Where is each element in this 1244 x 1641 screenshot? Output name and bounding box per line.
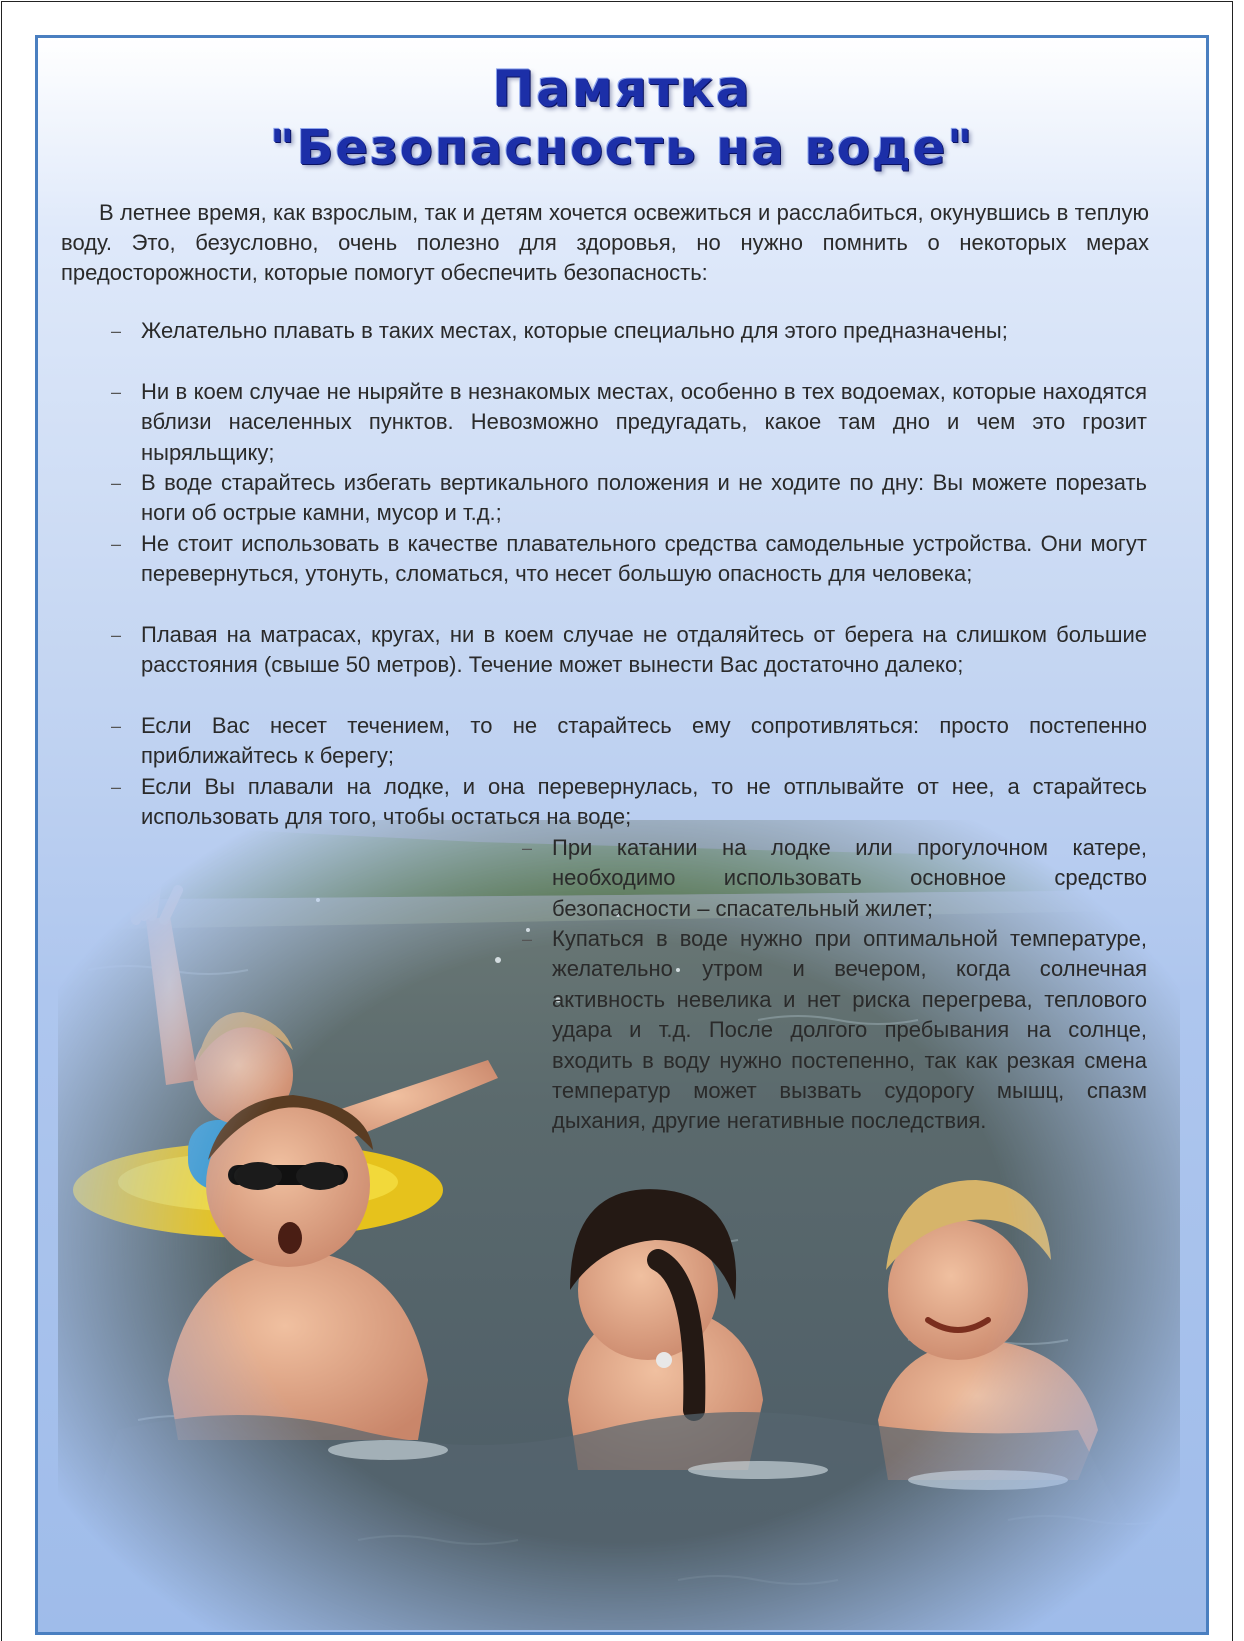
bullet-dash: – (111, 534, 122, 554)
list-item (111, 620, 1147, 681)
safety-poster (35, 35, 1209, 1635)
bullet-dash: – (522, 929, 533, 949)
rule-text: Купаться в воде нужно при оптимальной температуре, желательно утром и вечером, когда солнечная активность невелика и нет риска перегрева, теплового удара и т.д. После долгого пребывания на солнце, входить в воду нужно постепенно, так как резкая смена температур может вызвать судорогу мышц, спазм дыхания, другие негативные последствия. (552, 926, 1147, 1134)
list-item (111, 377, 1147, 468)
bullet-dash: – (111, 382, 122, 402)
rule-text: В воде старайтесь избегать вертикального положения и не ходите по дну: Вы можете порезать ноги об острые камни, мусор и т.д.; (141, 470, 1147, 526)
rule-text: Желательно плавать в таких местах, которые специально для этого предназначены; (141, 318, 1008, 343)
bullet-dash: – (522, 838, 533, 858)
list-item (111, 468, 1147, 529)
list-item (522, 924, 1147, 1137)
bullet-dash: – (111, 321, 122, 341)
poster-title: Памятка (492, 60, 752, 118)
rule-text: При катании на лодке или прогулочном катере, необходимо использовать основное средство безопасности – спасательный жилет; (552, 835, 1147, 921)
list-item (522, 833, 1147, 924)
bullet-dash: – (111, 716, 122, 736)
list-item (111, 772, 1147, 833)
rule-text: Не стоит использовать в качестве плавательного средства самодельные устройства. Они могут перевернуться, утонуть, сломаться, что несет большую опасность для человека; (141, 531, 1147, 587)
bullet-dash: – (111, 777, 122, 797)
rule-text: Если Вас несет течением, то не старайтесь ему сопротивляться: просто постепенно приближайтесь к берегу; (141, 713, 1147, 769)
rule-text: Плавая на матрасах, кругах, ни в коем случае не отдаляйтесь от берега на слишком большие расстояния (свыше 50 метров). Течение может вынести Вас достаточно далеко; (141, 622, 1147, 678)
bullet-dash: – (111, 473, 122, 493)
bullet-dash: – (111, 625, 122, 645)
list-item (111, 529, 1147, 590)
poster-subtitle: "Безопасность на воде" (269, 120, 975, 176)
rule-text: Ни в коем случае не ныряйте в незнакомых местах, особенно в тех водоемах, которые находятся вблизи населенных пунктов. Невозможно предугадать, какое там дно и чем это грозит ныряльщику; (141, 379, 1147, 465)
rule-text: Если Вы плавали на лодке, и она перевернулась, то не отплывайте от нее, а старайтесь использовать для того, чтобы остаться на воде; (141, 774, 1147, 830)
list-item (111, 711, 1147, 772)
intro-paragraph: В летнее время, как взрослым, так и детям хочется освежиться и расслабиться, окунувшись в теплую воду. Это, безусловно, очень полезно для здоровья, но нужно помнить о некоторых мерах предосторожности, которые помогут обеспечить безопасность: (61, 200, 1149, 285)
list-item (111, 316, 1147, 346)
